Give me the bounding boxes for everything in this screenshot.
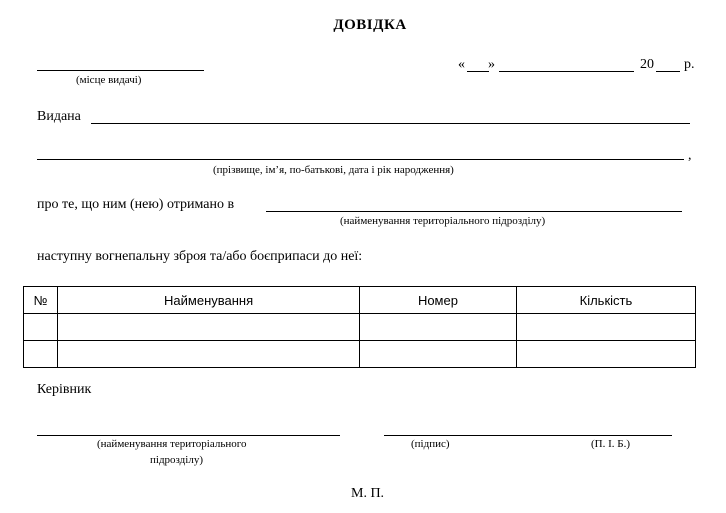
document-title: ДОВІДКА (333, 17, 407, 33)
header-number-sign: № (24, 287, 58, 314)
received-caption: (найменування територіального підрозділу) (340, 215, 546, 227)
place-line[interactable] (37, 70, 204, 71)
name-caption: (П. І. Б.) (591, 438, 630, 450)
issued-label: Видана (37, 109, 81, 124)
table-cell[interactable] (24, 314, 58, 341)
table-cell[interactable] (516, 341, 695, 368)
date-open-quote: « (458, 57, 465, 72)
issued-line-1[interactable] (91, 123, 690, 124)
signature-line[interactable] (384, 435, 672, 436)
date-year-suffix: р. (684, 57, 695, 72)
date-year-prefix: 20 (640, 57, 654, 72)
place-caption: (місце видачі) (76, 74, 142, 86)
table-header-row (24, 287, 696, 314)
issued-caption: (прізвище, ім’я, по-батькові, дата і рік народження) (213, 164, 454, 176)
unit-line[interactable] (37, 435, 340, 436)
table-cell[interactable] (359, 341, 516, 368)
weapons-table (23, 286, 696, 368)
table-row (24, 314, 696, 341)
stamp-place: М. П. (351, 486, 385, 501)
date-day-line[interactable] (467, 71, 489, 72)
unit-caption-line-1: (найменування територіального (97, 438, 247, 450)
intro-text: наступну вогнепальну зброя та/або боєприпаси до неї: (37, 249, 363, 264)
received-line[interactable] (266, 211, 682, 212)
date-month-line[interactable] (499, 71, 634, 72)
table-cell[interactable] (58, 314, 360, 341)
date-year-line[interactable] (656, 71, 680, 72)
unit-caption-line-2: підрозділу) (150, 454, 203, 466)
date-close-quote: » (488, 57, 495, 72)
sign-caption: (підпис) (411, 438, 450, 450)
header-name: Найменування (58, 287, 360, 314)
table-cell[interactable] (359, 314, 516, 341)
table-cell[interactable] (58, 341, 360, 368)
issued-line-2[interactable] (37, 159, 684, 160)
head-label: Керівник (37, 382, 92, 397)
table-row (24, 341, 696, 368)
header-serial: Номер (359, 287, 516, 314)
received-label: про те, що ним (нею) отримано в (37, 197, 235, 212)
issued-comma: , (688, 148, 692, 163)
table-cell[interactable] (516, 314, 695, 341)
table-cell[interactable] (24, 341, 58, 368)
header-quantity: Кількість (516, 287, 695, 314)
